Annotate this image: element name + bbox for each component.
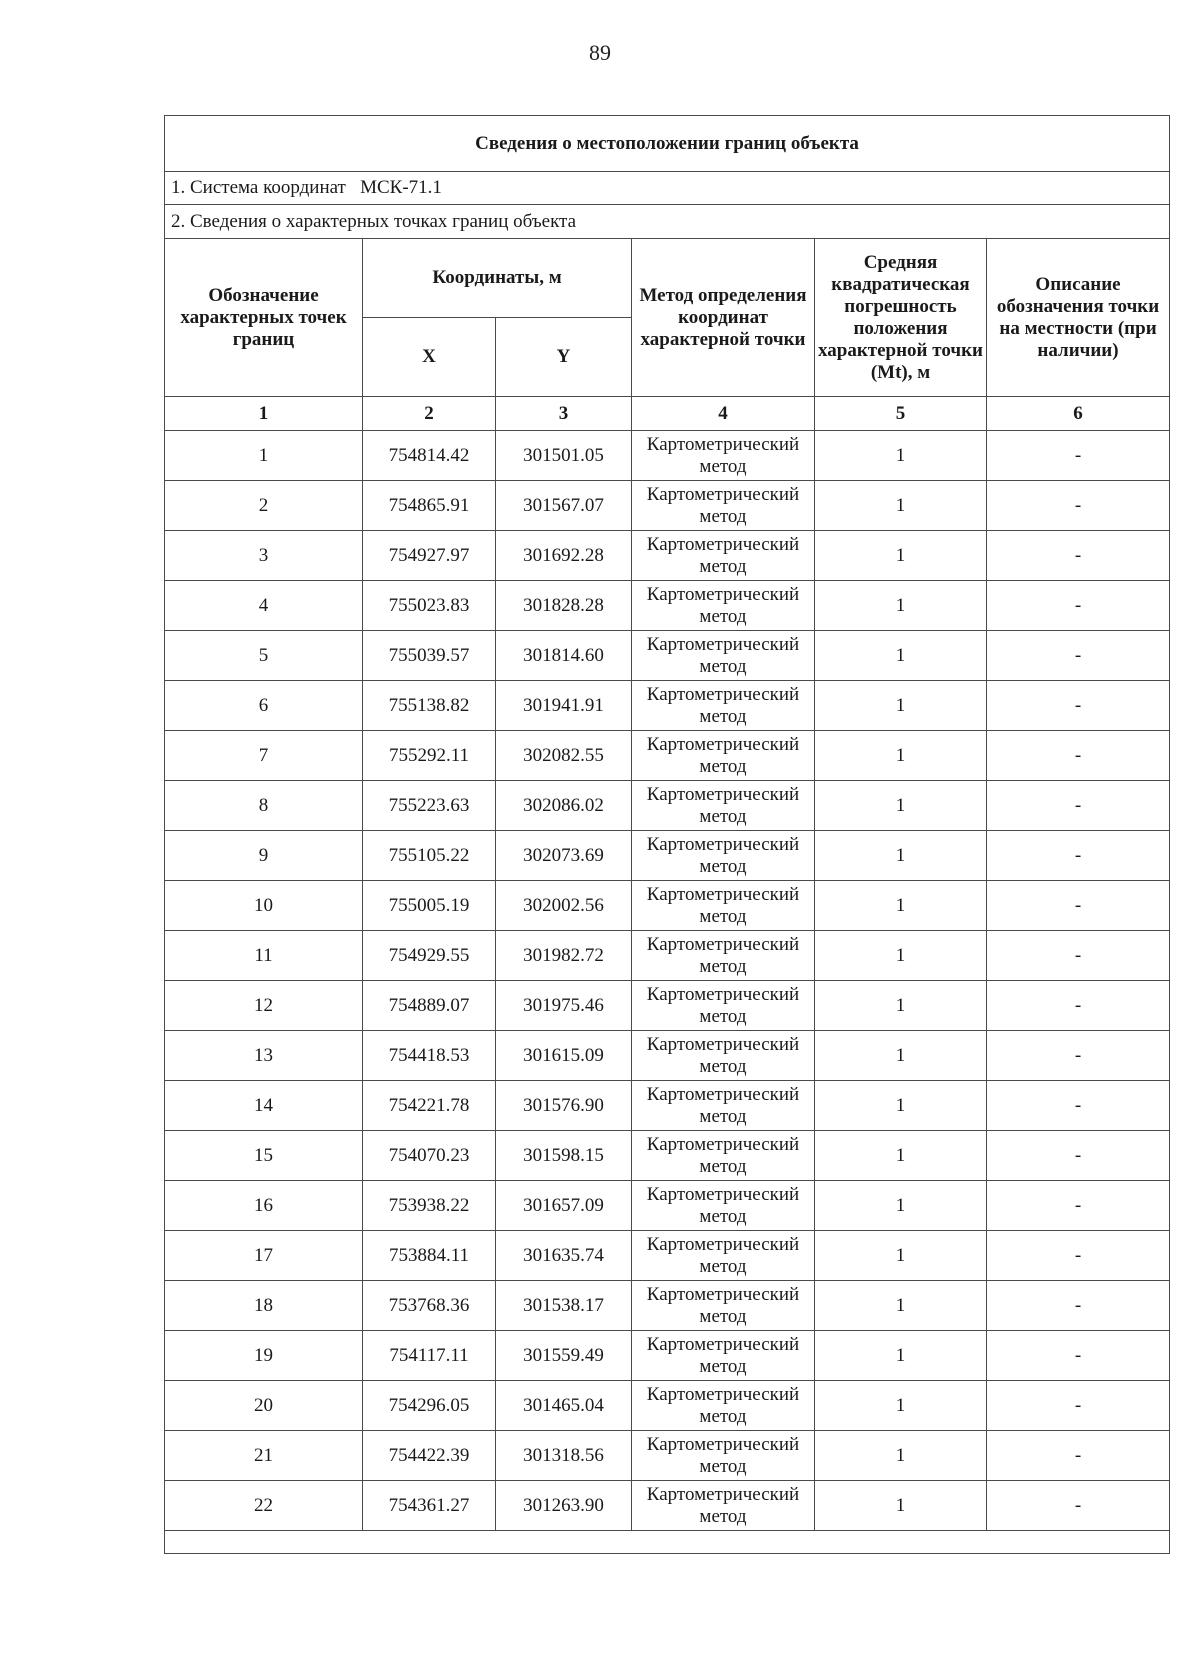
x-coordinate-cell: 754927.97 bbox=[363, 531, 496, 581]
mean-error-cell: 1 bbox=[815, 1131, 987, 1181]
header-mean-error: Средняя квадратическая погрешность положения характерной точки (Mt), м bbox=[815, 239, 987, 397]
table-row bbox=[165, 431, 1170, 481]
description-cell: - bbox=[987, 1381, 1170, 1431]
table-row bbox=[165, 831, 1170, 881]
table-row bbox=[165, 1181, 1170, 1231]
y-coordinate-cell: 301567.07 bbox=[496, 481, 632, 531]
mean-error-cell: 1 bbox=[815, 1081, 987, 1131]
y-coordinate-cell: 302002.56 bbox=[496, 881, 632, 931]
column-number: 1 bbox=[165, 397, 363, 431]
method-cell: Картометрический метод bbox=[632, 1481, 815, 1531]
description-cell: - bbox=[987, 681, 1170, 731]
x-coordinate-cell: 753938.22 bbox=[363, 1181, 496, 1231]
point-cell: 11 bbox=[165, 931, 363, 981]
table-row bbox=[165, 1331, 1170, 1381]
point-cell: 6 bbox=[165, 681, 363, 731]
point-cell: 20 bbox=[165, 1381, 363, 1431]
header-point-designation: Обозначение характерных точек границ bbox=[165, 239, 363, 397]
mean-error-cell: 1 bbox=[815, 631, 987, 681]
method-cell: Картометрический метод bbox=[632, 581, 815, 631]
y-coordinate-cell: 301657.09 bbox=[496, 1181, 632, 1231]
mean-error-cell: 1 bbox=[815, 1381, 987, 1431]
column-number: 4 bbox=[632, 397, 815, 431]
table-row bbox=[165, 1281, 1170, 1331]
table-row bbox=[165, 1031, 1170, 1081]
description-cell: - bbox=[987, 481, 1170, 531]
x-coordinate-cell: 753884.11 bbox=[363, 1231, 496, 1281]
x-coordinate-cell: 754889.07 bbox=[363, 981, 496, 1031]
header-coordinates: Координаты, м bbox=[363, 239, 632, 318]
method-cell: Картометрический метод bbox=[632, 731, 815, 781]
table-row bbox=[165, 531, 1170, 581]
y-coordinate-cell: 301814.60 bbox=[496, 631, 632, 681]
y-coordinate-cell: 302073.69 bbox=[496, 831, 632, 881]
mean-error-cell: 1 bbox=[815, 1331, 987, 1381]
method-cell: Картометрический метод bbox=[632, 931, 815, 981]
y-coordinate-cell: 301465.04 bbox=[496, 1381, 632, 1431]
x-coordinate-cell: 755105.22 bbox=[363, 831, 496, 881]
description-cell: - bbox=[987, 731, 1170, 781]
mean-error-cell: 1 bbox=[815, 431, 987, 481]
method-cell: Картометрический метод bbox=[632, 881, 815, 931]
method-cell: Картометрический метод bbox=[632, 431, 815, 481]
x-coordinate-cell: 755005.19 bbox=[363, 881, 496, 931]
point-cell: 22 bbox=[165, 1481, 363, 1531]
description-cell: - bbox=[987, 1231, 1170, 1281]
description-cell: - bbox=[987, 881, 1170, 931]
column-numbers-row bbox=[165, 397, 1170, 431]
y-coordinate-cell: 302086.02 bbox=[496, 781, 632, 831]
point-cell: 1 bbox=[165, 431, 363, 481]
coordinate-system-row bbox=[165, 172, 1170, 205]
x-coordinate-cell: 753768.36 bbox=[363, 1281, 496, 1331]
method-cell: Картометрический метод bbox=[632, 1131, 815, 1181]
table-row bbox=[165, 781, 1170, 831]
y-coordinate-cell: 301576.90 bbox=[496, 1081, 632, 1131]
x-coordinate-cell: 754422.39 bbox=[363, 1431, 496, 1481]
method-cell: Картометрический метод bbox=[632, 981, 815, 1031]
mean-error-cell: 1 bbox=[815, 731, 987, 781]
y-coordinate-cell: 301559.49 bbox=[496, 1331, 632, 1381]
x-coordinate-cell: 754070.23 bbox=[363, 1131, 496, 1181]
table-row bbox=[165, 731, 1170, 781]
mean-error-cell: 1 bbox=[815, 831, 987, 881]
description-cell: - bbox=[987, 1081, 1170, 1131]
description-cell: - bbox=[987, 1431, 1170, 1481]
point-cell: 8 bbox=[165, 781, 363, 831]
x-coordinate-cell: 754361.27 bbox=[363, 1481, 496, 1531]
description-cell: - bbox=[987, 1331, 1170, 1381]
method-cell: Картометрический метод bbox=[632, 1281, 815, 1331]
column-number: 5 bbox=[815, 397, 987, 431]
x-coordinate-cell: 755223.63 bbox=[363, 781, 496, 831]
column-number: 2 bbox=[363, 397, 496, 431]
mean-error-cell: 1 bbox=[815, 781, 987, 831]
x-coordinate-cell: 754865.91 bbox=[363, 481, 496, 531]
description-cell: - bbox=[987, 581, 1170, 631]
mean-error-cell: 1 bbox=[815, 881, 987, 931]
mean-error-cell: 1 bbox=[815, 1231, 987, 1281]
description-cell: - bbox=[987, 1481, 1170, 1531]
description-cell: - bbox=[987, 431, 1170, 481]
table-footer-row bbox=[165, 1531, 1170, 1554]
column-number: 3 bbox=[496, 397, 632, 431]
description-cell: - bbox=[987, 1131, 1170, 1181]
y-coordinate-cell: 301982.72 bbox=[496, 931, 632, 981]
table-row bbox=[165, 1081, 1170, 1131]
point-cell: 21 bbox=[165, 1431, 363, 1481]
header-description: Описание обозначения точки на местности (при наличии) bbox=[987, 239, 1170, 397]
description-cell: - bbox=[987, 1281, 1170, 1331]
mean-error-cell: 1 bbox=[815, 1481, 987, 1531]
point-cell: 2 bbox=[165, 481, 363, 531]
y-coordinate-cell: 301828.28 bbox=[496, 581, 632, 631]
method-cell: Картометрический метод bbox=[632, 781, 815, 831]
point-cell: 5 bbox=[165, 631, 363, 681]
method-cell: Картометрический метод bbox=[632, 1381, 815, 1431]
point-cell: 4 bbox=[165, 581, 363, 631]
table-row bbox=[165, 1431, 1170, 1481]
section-2-label: 2. Сведения о характерных точках границ объекта bbox=[165, 205, 1170, 239]
x-coordinate-cell: 755039.57 bbox=[363, 631, 496, 681]
mean-error-cell: 1 bbox=[815, 931, 987, 981]
y-coordinate-cell: 302082.55 bbox=[496, 731, 632, 781]
table-row bbox=[165, 881, 1170, 931]
mean-error-cell: 1 bbox=[815, 1031, 987, 1081]
point-cell: 18 bbox=[165, 1281, 363, 1331]
method-cell: Картометрический метод bbox=[632, 1331, 815, 1381]
y-coordinate-cell: 301263.90 bbox=[496, 1481, 632, 1531]
description-cell: - bbox=[987, 931, 1170, 981]
x-coordinate-cell: 754117.11 bbox=[363, 1331, 496, 1381]
method-cell: Картометрический метод bbox=[632, 1081, 815, 1131]
x-coordinate-cell: 754221.78 bbox=[363, 1081, 496, 1131]
x-coordinate-cell: 754929.55 bbox=[363, 931, 496, 981]
mean-error-cell: 1 bbox=[815, 531, 987, 581]
point-cell: 19 bbox=[165, 1331, 363, 1381]
method-cell: Картометрический метод bbox=[632, 481, 815, 531]
table-row bbox=[165, 1381, 1170, 1431]
x-coordinate-cell: 754814.42 bbox=[363, 431, 496, 481]
point-cell: 9 bbox=[165, 831, 363, 881]
method-cell: Картометрический метод bbox=[632, 1031, 815, 1081]
y-coordinate-cell: 301635.74 bbox=[496, 1231, 632, 1281]
boundary-table bbox=[164, 115, 1170, 1554]
mean-error-cell: 1 bbox=[815, 481, 987, 531]
table-row bbox=[165, 631, 1170, 681]
method-cell: Картометрический метод bbox=[632, 831, 815, 881]
mean-error-cell: 1 bbox=[815, 1181, 987, 1231]
y-coordinate-cell: 301538.17 bbox=[496, 1281, 632, 1331]
mean-error-cell: 1 bbox=[815, 681, 987, 731]
x-coordinate-cell: 754296.05 bbox=[363, 1381, 496, 1431]
mean-error-cell: 1 bbox=[815, 1431, 987, 1481]
mean-error-cell: 1 bbox=[815, 581, 987, 631]
point-cell: 16 bbox=[165, 1181, 363, 1231]
x-coordinate-cell: 755292.11 bbox=[363, 731, 496, 781]
point-cell: 7 bbox=[165, 731, 363, 781]
method-cell: Картометрический метод bbox=[632, 681, 815, 731]
x-coordinate-cell: 755023.83 bbox=[363, 581, 496, 631]
table-row bbox=[165, 1131, 1170, 1181]
table-footer-cell bbox=[165, 1531, 1170, 1554]
x-coordinate-cell: 754418.53 bbox=[363, 1031, 496, 1081]
table-row bbox=[165, 981, 1170, 1031]
y-coordinate-cell: 301975.46 bbox=[496, 981, 632, 1031]
column-number: 6 bbox=[987, 397, 1170, 431]
point-cell: 3 bbox=[165, 531, 363, 581]
point-cell: 15 bbox=[165, 1131, 363, 1181]
y-coordinate-cell: 301941.91 bbox=[496, 681, 632, 731]
point-cell: 13 bbox=[165, 1031, 363, 1081]
header-y: Y bbox=[496, 318, 632, 397]
table-row bbox=[165, 481, 1170, 531]
coordinate-system-label: 1. Система координат bbox=[171, 177, 346, 198]
method-cell: Картометрический метод bbox=[632, 531, 815, 581]
point-cell: 10 bbox=[165, 881, 363, 931]
point-cell: 17 bbox=[165, 1231, 363, 1281]
document-title: Сведения о местоположении границ объекта bbox=[165, 116, 1170, 172]
method-cell: Картометрический метод bbox=[632, 1431, 815, 1481]
coordinate-system-value: МСК-71.1 bbox=[360, 177, 442, 198]
y-coordinate-cell: 301501.05 bbox=[496, 431, 632, 481]
y-coordinate-cell: 301692.28 bbox=[496, 531, 632, 581]
header-x: X bbox=[363, 318, 496, 397]
table-row bbox=[165, 581, 1170, 631]
mean-error-cell: 1 bbox=[815, 1281, 987, 1331]
x-coordinate-cell: 755138.82 bbox=[363, 681, 496, 731]
description-cell: - bbox=[987, 1181, 1170, 1231]
description-cell: - bbox=[987, 831, 1170, 881]
table-row bbox=[165, 1481, 1170, 1531]
mean-error-cell: 1 bbox=[815, 981, 987, 1031]
y-coordinate-cell: 301615.09 bbox=[496, 1031, 632, 1081]
method-cell: Картометрический метод bbox=[632, 631, 815, 681]
description-cell: - bbox=[987, 981, 1170, 1031]
method-cell: Картометрический метод bbox=[632, 1181, 815, 1231]
point-cell: 12 bbox=[165, 981, 363, 1031]
y-coordinate-cell: 301318.56 bbox=[496, 1431, 632, 1481]
point-cell: 14 bbox=[165, 1081, 363, 1131]
page-number: 89 bbox=[589, 40, 611, 65]
table-row bbox=[165, 1231, 1170, 1281]
table-row bbox=[165, 681, 1170, 731]
description-cell: - bbox=[987, 531, 1170, 581]
method-cell: Картометрический метод bbox=[632, 1231, 815, 1281]
table-row bbox=[165, 931, 1170, 981]
description-cell: - bbox=[987, 1031, 1170, 1081]
description-cell: - bbox=[987, 781, 1170, 831]
description-cell: - bbox=[987, 631, 1170, 681]
y-coordinate-cell: 301598.15 bbox=[496, 1131, 632, 1181]
header-method: Метод определения координат характерной точки bbox=[632, 239, 815, 397]
